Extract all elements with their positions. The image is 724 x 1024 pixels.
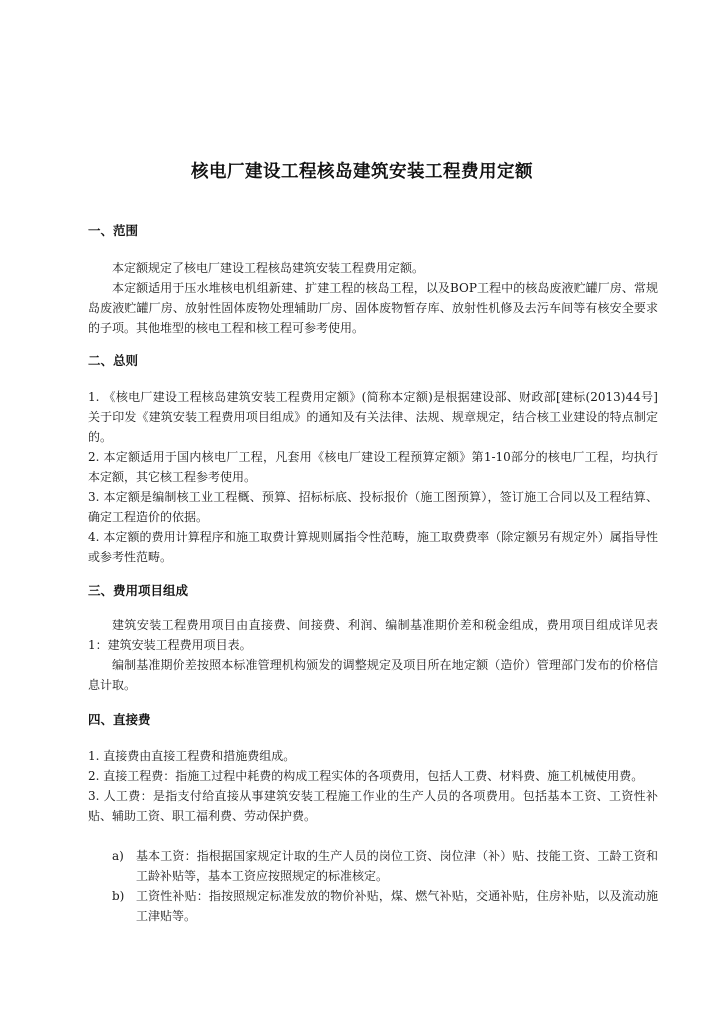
list-item [88,886,658,926]
paragraph: 1. 《核电厂建设工程核岛建筑安装工程费用定额》(简称本定额)是根据建设部、财政部[建标(2013)44号] 关于印发《建筑安装工程费用项目组成》的通知及有关法律、法规、规章规定，结合核工业建设的特点制定的。 [88,390,658,444]
section-body-general [88,387,658,567]
section-body-direct-cost [88,746,658,826]
paragraph: 建筑安装工程费用项目由直接费、间接费、利润、编制基准期价差和税金组成，费用项目组成详见表1：建筑安装工程费用项目表。 [88,618,658,652]
document-title: 核电厂建设工程核岛建筑安装工程费用定额 [191,162,533,182]
list-item [88,846,658,886]
list-item-text: 工资性补贴：指按照规定标准发放的物价补贴，煤、燃气补贴，交通补贴，住房补贴，以及流动施工津贴等。 [136,889,658,923]
list-marker: a) [112,849,124,863]
paragraph: 2. 直接工程费：指施工过程中耗费的构成工程实体的各项费用，包括人工费、材料费、施工机械使用费。 [88,769,644,783]
section-heading-direct-cost: 四、直接费 [88,712,151,727]
section-body-cost-items [88,615,658,695]
paragraph: 本定额适用于压水堆核电机组新建、扩建工程的核岛工程，以及BOP工程中的核岛废液贮罐厂房、常规岛废液贮罐厂房、放射性固体废物处理辅助厂房、固体废物暂存库、放射性机修及去污车间等有核安全要求的子项。其他堆型的核电工程和核工程可参考使用。 [88,281,658,335]
paragraph: 2. 本定额适用于国内核电厂工程，凡套用《核电厂建设工程预算定额》第1-10部分的核电厂工程，均执行本定额，其它核工程参考使用。 [88,450,658,484]
section-heading-general: 二、总则 [88,353,139,368]
list-marker: b) [112,889,125,903]
section-body-scope [88,258,658,338]
paragraph: 4. 本定额的费用计算程序和施工取费计算规则属指令性范畴，施工取费费率（除定额另有规定外）属指导性或参考性范畴。 [88,530,658,564]
paragraph: 3. 人工费：是指支付给直接从事建筑安装工程施工作业的生产人员的各项费用。包括基本工资、工资性补贴、辅助工资、职工福利费、劳动保护费。 [88,789,658,823]
section-heading-cost-items: 三、费用项目组成 [88,583,189,598]
subitem-list [88,846,658,926]
paragraph: 本定额规定了核电厂建设工程核岛建筑安装工程费用定额。 [112,261,425,275]
section-heading-scope: 一、范围 [88,223,139,238]
paragraph: 1. 直接费由直接工程费和措施费组成。 [88,749,296,763]
paragraph: 3. 本定额是编制核工业工程概、预算、招标标底、投标报价（施工图预算），签订施工合同以及工程结算、确定工程造价的依据。 [88,490,658,524]
paragraph: 编制基准期价差按照本标准管理机构颁发的调整规定及项目所在地定额（造价）管理部门发布的价格信息计取。 [88,658,658,692]
list-item-text: 基本工资：指根据国家规定计取的生产人员的岗位工资、岗位津（补）贴、技能工资、工龄工资和工龄补贴等，基本工资应按照规定的标准核定。 [136,849,658,883]
